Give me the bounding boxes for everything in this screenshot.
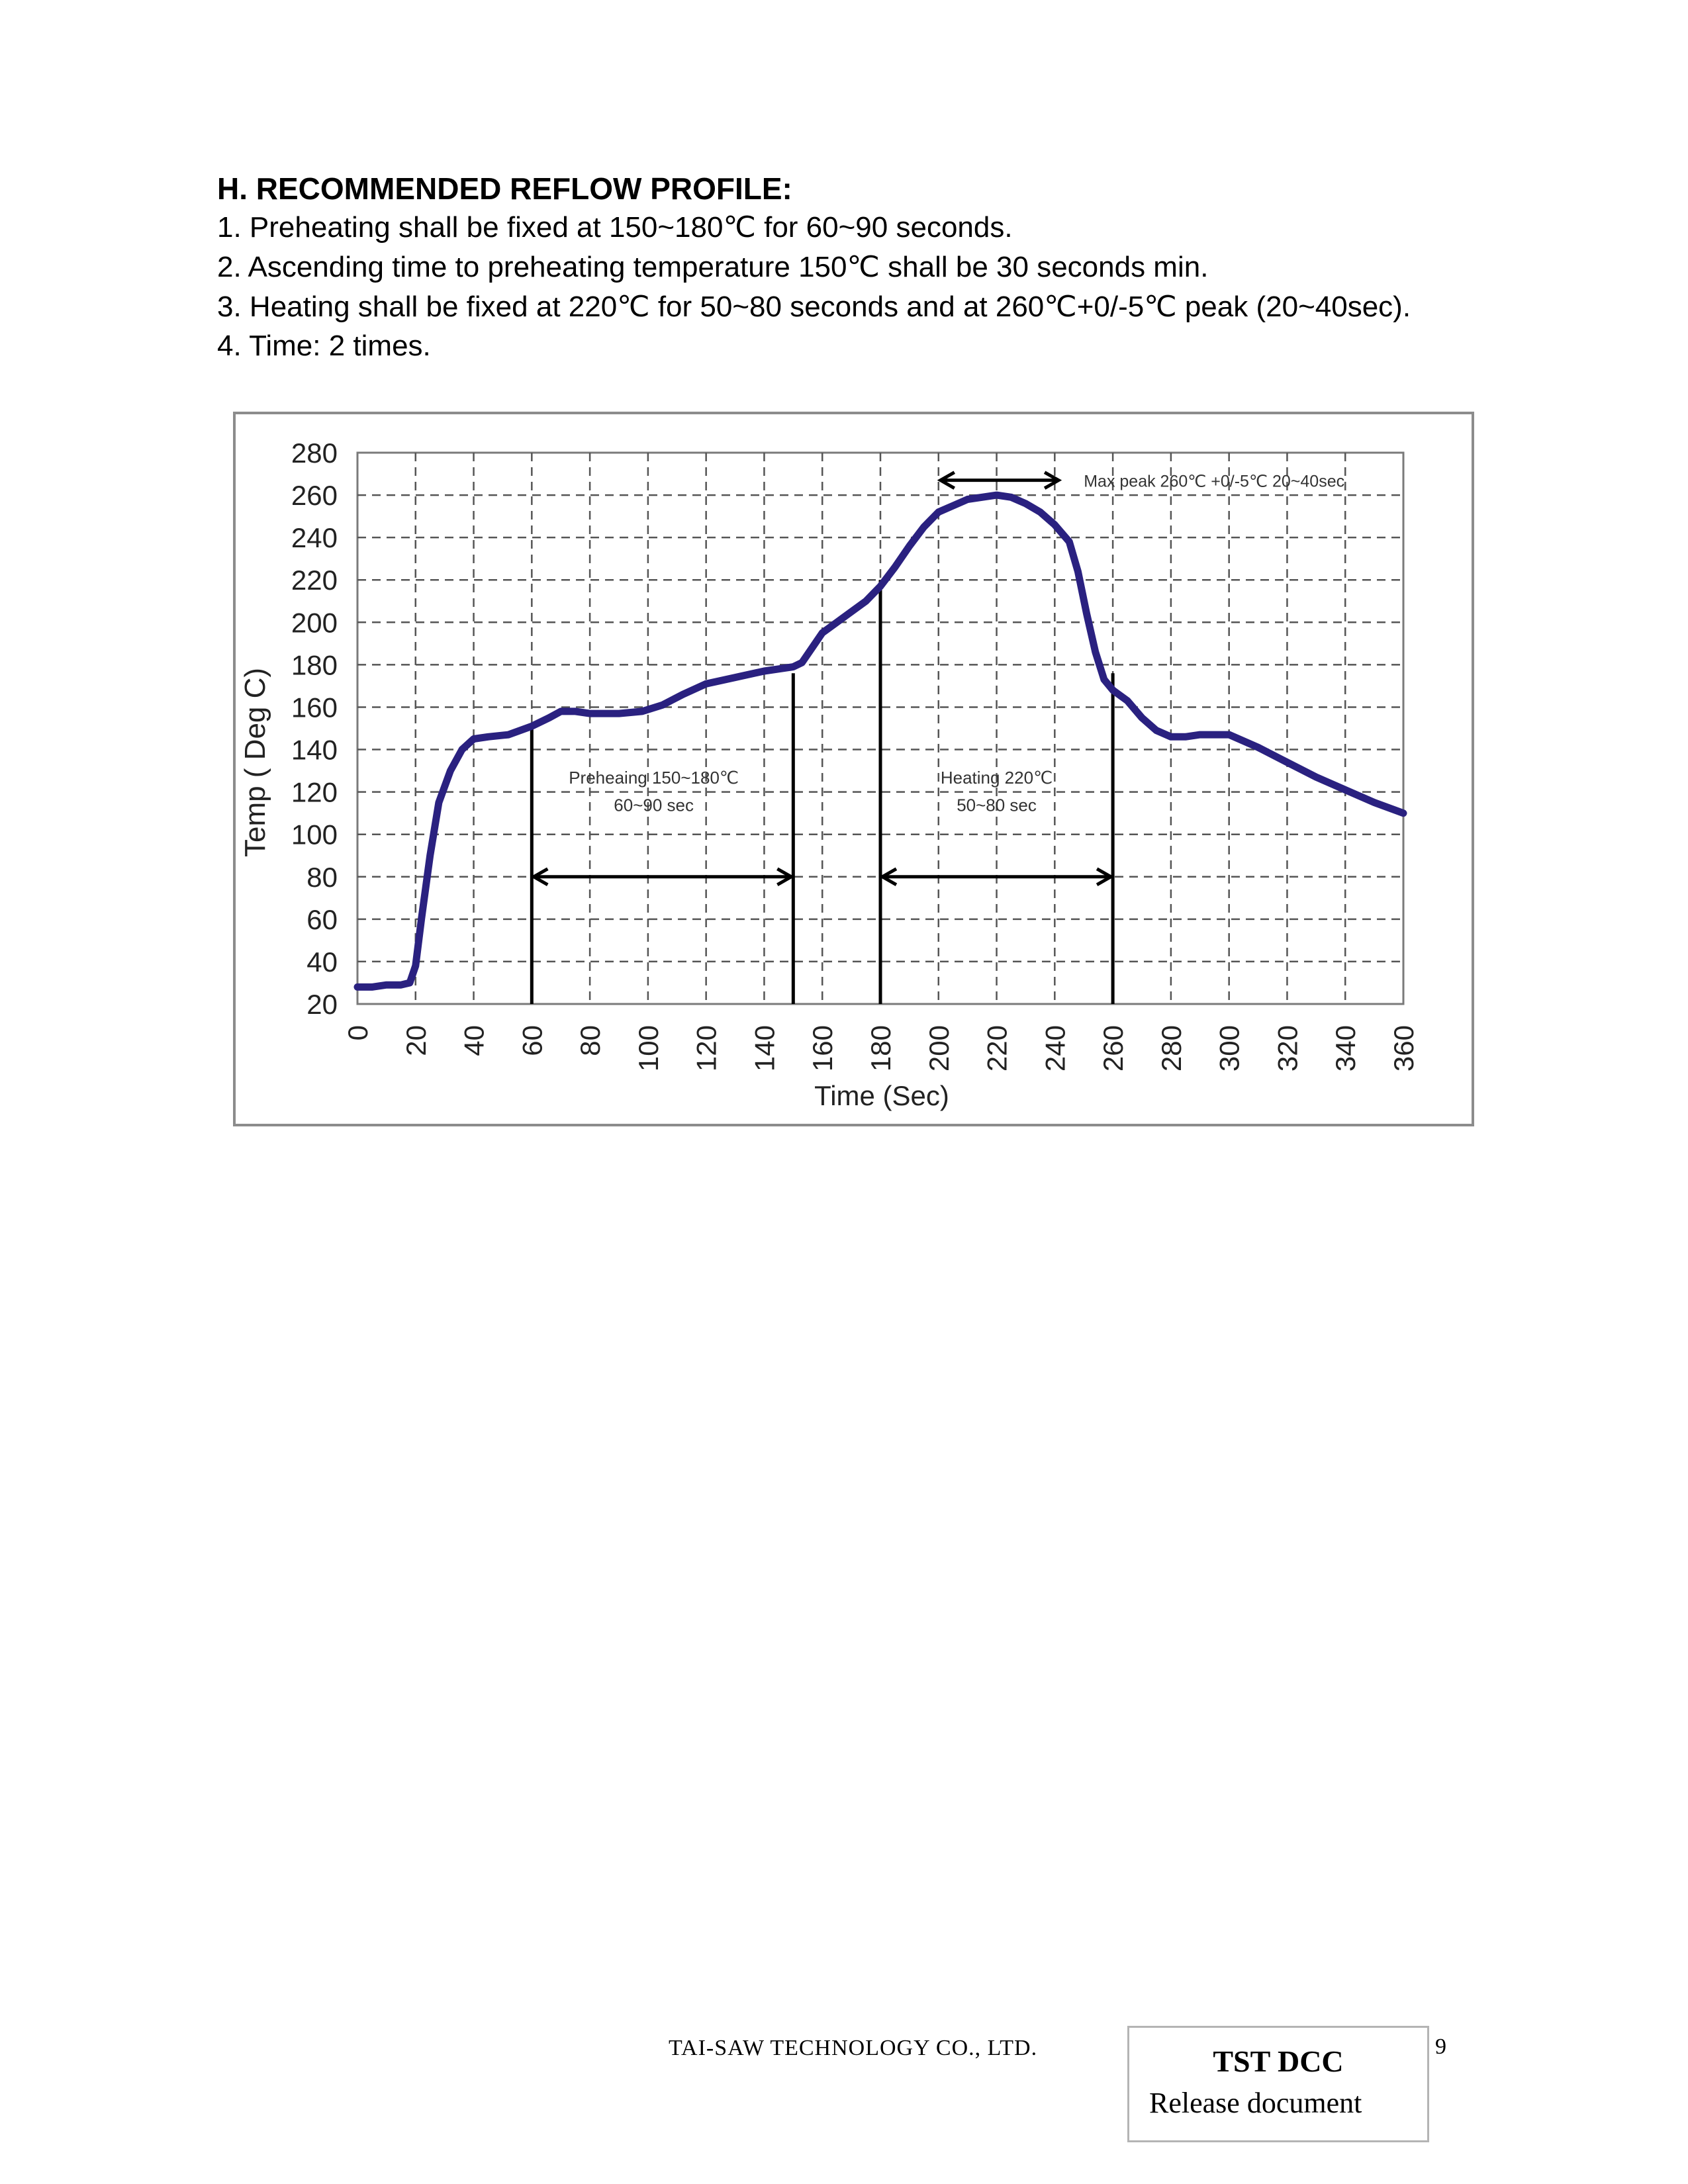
y-axis-label: Temp ( Deg C): [239, 667, 271, 858]
y-tick-label: 40: [306, 946, 338, 978]
y-tick-label: 220: [291, 565, 338, 596]
x-tick-label: 20: [400, 1025, 432, 1056]
x-tick-label: 300: [1213, 1025, 1245, 1072]
y-tick-label: 80: [306, 861, 338, 893]
x-tick-label: 40: [458, 1025, 490, 1056]
x-tick-label: 220: [981, 1025, 1013, 1072]
page-number: 9: [1435, 2034, 1446, 2059]
y-tick-label: 280: [291, 437, 338, 469]
x-tick-label: 100: [632, 1025, 664, 1072]
x-tick-label: 280: [1155, 1025, 1187, 1072]
x-tick-label: 80: [575, 1025, 606, 1056]
reflow-profile-chart: [233, 412, 1474, 1126]
heating-label-text: Heating 220℃: [940, 767, 1053, 788]
y-tick-label: 120: [291, 776, 338, 808]
y-tick-label: 160: [291, 692, 338, 723]
x-tick-label: 200: [923, 1025, 955, 1072]
x-tick-label: 240: [1039, 1025, 1071, 1072]
heating-label-text: 50~80 sec: [957, 795, 1037, 815]
y-tick-label: 100: [291, 819, 338, 850]
x-tick-label: 320: [1272, 1025, 1303, 1072]
x-axis-label: Time (Sec): [814, 1080, 949, 1111]
max-peak-label-text: Max peak 260℃ +0/-5℃ 20~40sec: [1084, 472, 1345, 491]
x-tick-label: 160: [807, 1025, 839, 1072]
x-tick-label: 60: [516, 1025, 548, 1056]
preheating-label-text: 60~90 sec: [614, 795, 694, 815]
release-subtitle: Release document: [1149, 2087, 1362, 2119]
footer-company: TAI-SAW TECHNOLOGY CO., LTD.: [669, 2036, 1038, 2060]
x-tick-label: 260: [1098, 1025, 1129, 1072]
x-tick-label: 340: [1330, 1025, 1362, 1072]
x-tick-label: 180: [865, 1025, 896, 1072]
y-tick-label: 180: [291, 649, 338, 681]
x-tick-label: 120: [690, 1025, 722, 1072]
section-heading: H. RECOMMENDED REFLOW PROFILE:: [217, 171, 792, 206]
preheating-label-text: Preheaing 150~180℃: [569, 767, 739, 788]
y-tick-label: 200: [291, 607, 338, 639]
y-tick-label: 140: [291, 734, 338, 766]
y-tick-label: 260: [291, 480, 338, 512]
x-tick-label: 360: [1388, 1025, 1419, 1072]
y-tick-label: 20: [306, 989, 338, 1020]
requirement-item: 4. Time: 2 times.: [217, 330, 431, 362]
y-tick-label: 60: [306, 903, 338, 935]
requirement-item: 3. Heating shall be fixed at 220℃ for 50~80 seconds and at 260℃+0/-5℃ peak (20~40sec).: [217, 291, 1411, 323]
y-tick-label: 240: [291, 522, 338, 554]
release-title: TST DCC: [1213, 2044, 1344, 2078]
x-tick-label: 140: [749, 1025, 780, 1072]
x-tick-label: 0: [342, 1025, 373, 1041]
requirement-item: 2. Ascending time to preheating temperature 150℃ shall be 30 seconds min.: [217, 251, 1209, 283]
release-stamp: [1127, 2026, 1429, 2142]
requirement-item: 1. Preheating shall be fixed at 150~180℃ for 60~90 seconds.: [217, 211, 1013, 244]
